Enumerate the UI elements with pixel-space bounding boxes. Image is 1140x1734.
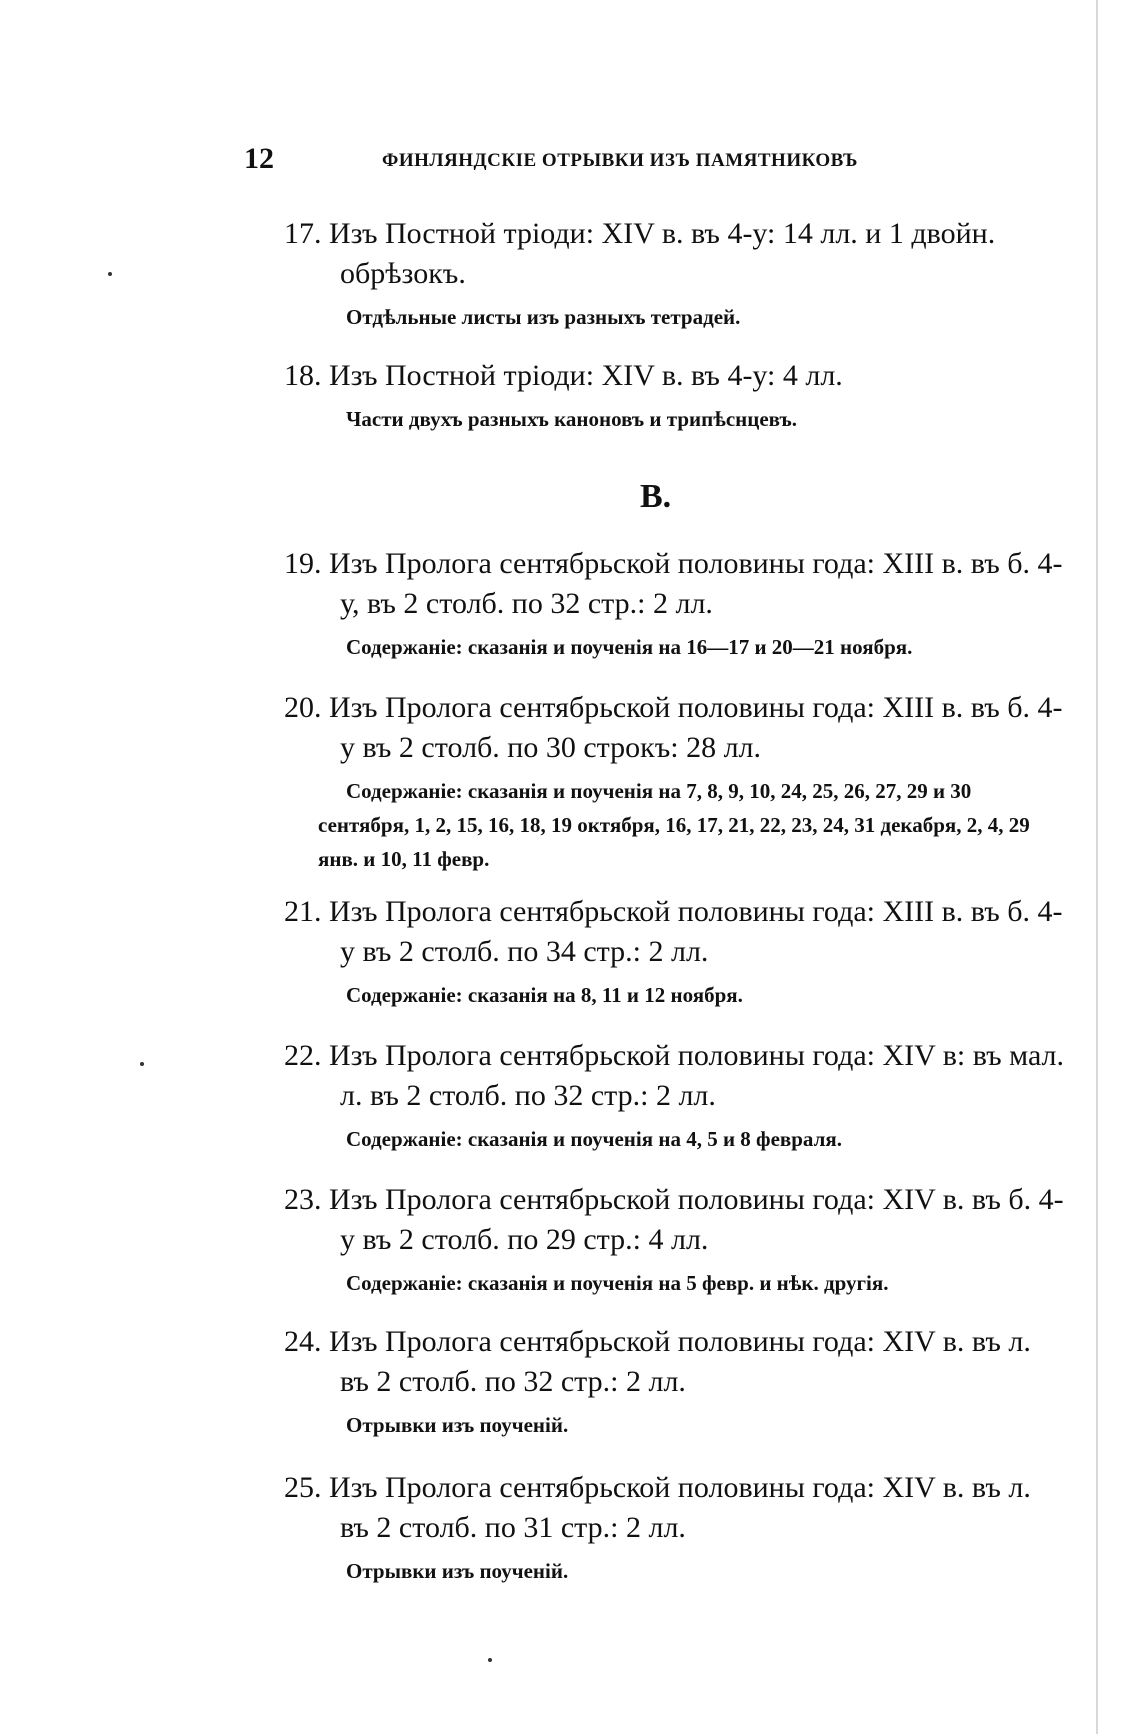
entry-note: Отрывки изъ поученій. bbox=[346, 1413, 569, 1437]
page-edge-line bbox=[1096, 0, 1098, 1734]
entry-text: 24. Изъ Пролога сентябрьской половины года: XIV в. въ л. въ 2 столб. по 32 стр.: 2 лл. bbox=[284, 1325, 1031, 1398]
entry-24 bbox=[284, 1322, 1064, 1442]
entry-note: Содержаніе: сказанія и поученія на 5 февр. и нѣк. другія. bbox=[346, 1271, 889, 1295]
scan-speck bbox=[488, 1658, 492, 1662]
entry-note: Содержаніе: сказанія и поученія на 16—17 и 20—21 ноября. bbox=[346, 635, 913, 659]
entry-text: 19. Изъ Пролога сентябрьской половины года: XIII в. въ б. 4-у, въ 2 столб. по 32 стр.: 2 лл. bbox=[284, 547, 1063, 620]
entry-22 bbox=[284, 1036, 1064, 1156]
page-header bbox=[244, 142, 1004, 182]
page-number: 12 bbox=[244, 142, 274, 175]
entry-text: 20. Изъ Пролога сентябрьской половины года: XIII в. въ б. 4-у въ 2 столб. по 30 строкъ: 28 лл. bbox=[284, 691, 1063, 764]
entry-note: Содержаніе: сказанія и поученія на 4, 5 и 8 февраля. bbox=[346, 1127, 843, 1151]
entry-note: Отрывки изъ поученій. bbox=[346, 1559, 569, 1583]
entry-note: Отдѣльные листы изъ разныхъ тетрадей. bbox=[346, 305, 741, 329]
scan-speck bbox=[108, 272, 112, 276]
entry-17 bbox=[284, 214, 1064, 334]
entry-text: 22. Изъ Пролога сентябрьской половины года: XIV в: въ мал. л. въ 2 столб. по 32 стр.: 2 лл. bbox=[284, 1039, 1065, 1112]
entry-19 bbox=[284, 544, 1064, 664]
entry-21 bbox=[284, 892, 1064, 1012]
entry-note: Содержаніе: сказанія на 8, 11 и 12 ноября. bbox=[346, 983, 743, 1007]
entry-18 bbox=[284, 356, 1064, 436]
entry-20 bbox=[284, 688, 1064, 876]
entry-note: Части двухъ разныхъ каноновъ и трипѣснцевъ. bbox=[346, 407, 797, 431]
entry-text: 21. Изъ Пролога сентябрьской половины года: XIII в. въ б. 4-у въ 2 столб. по 34 стр.: 2 лл. bbox=[284, 895, 1063, 968]
entry-text: 18. Изъ Постной тріоди: XIV в. въ 4-у: 4 лл. bbox=[284, 359, 843, 392]
entry-note: Содержаніе: сказанія и поученія на 7, 8, 9, 10, 24, 25, 26, 27, 29 и 30 сентября, 1, 2, 15, 16, 18, 19 октября, 16, 17, 21, 22, 23, 24, 31 декабря, 2, 4, 29 янв. и 10, 11 февр. bbox=[318, 779, 1030, 871]
section-letter: В. bbox=[640, 478, 672, 515]
entry-text: 23. Изъ Пролога сентябрьской половины года: XIV в. въ б. 4-у въ 2 столб. по 29 стр.: 4 лл. bbox=[284, 1183, 1064, 1256]
entry-25 bbox=[284, 1468, 1064, 1588]
scan-speck bbox=[140, 1062, 144, 1066]
entry-text: 25. Изъ Пролога сентябрьской половины года: XIV в. въ л. въ 2 столб. по 31 стр.: 2 лл. bbox=[284, 1471, 1031, 1544]
entry-text: 17. Изъ Постной тріоди: XIV в. въ 4-у: 14 лл. и 1 двойн. обрѣзокъ. bbox=[284, 217, 996, 290]
running-title: ФИНЛЯНДСКІЕ ОТРЫВКИ ИЗЪ ПАМЯТНИКОВЪ bbox=[382, 150, 858, 171]
entry-23 bbox=[284, 1180, 1064, 1300]
